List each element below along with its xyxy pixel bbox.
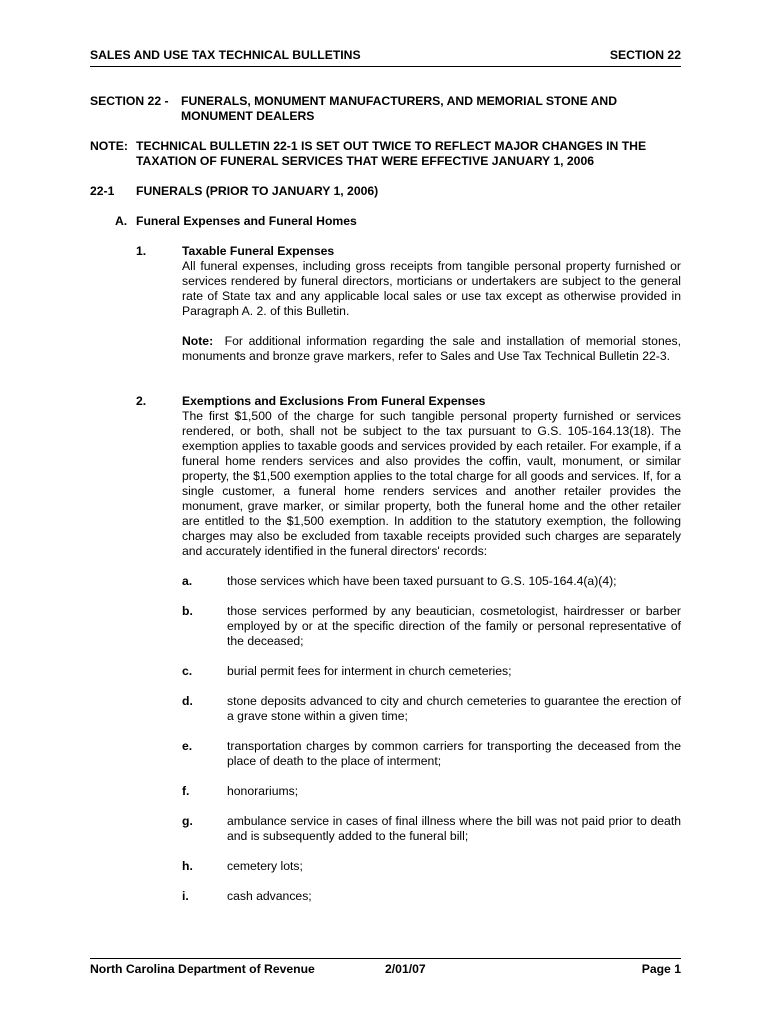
footer-department: North Carolina Department of Revenue [90, 962, 315, 976]
item-label: e. [182, 739, 193, 753]
page-footer [90, 958, 681, 976]
header-title: SALES AND USE TAX TECHNICAL BULLETINS [90, 48, 361, 62]
subsection-a-title: Funeral Expenses and Funeral Homes [136, 214, 357, 228]
item-text: transportation charges by common carriers for transporting the deceased from the place of death to the place of interment; [227, 739, 681, 768]
para1-note [182, 334, 681, 364]
section-title-line1: FUNERALS, MONUMENT MANUFACTURERS, AND MEMORIAL STONE AND [181, 94, 618, 108]
item-text: stone deposits advanced to city and church cemeteries to guarantee the erection of a grave stone within a given time; [227, 694, 681, 723]
item-label: d. [182, 694, 193, 708]
item-text: those services which have been taxed pursuant to G.S. 105-164.4(a)(4); [227, 574, 617, 588]
section-title-line2: MONUMENT DEALERS [181, 109, 315, 123]
para2-number: 2. [136, 394, 147, 408]
para1-note-label: Note: [182, 334, 214, 348]
bulletin-number: 22-1 [90, 184, 115, 198]
section-label: SECTION 22 - [90, 94, 169, 108]
para2-title: Exemptions and Exclusions From Funeral Expenses [182, 394, 486, 408]
item-label: a. [182, 574, 193, 588]
item-text: ambulance service in cases of final illness where the bill was not paid prior to death and is subsequently added to the funeral bill; [227, 814, 681, 843]
item-label: i. [182, 889, 189, 903]
para1-body: All funeral expenses, including gross receipts from tangible personal property furnished or services rendered by funeral directors, morticians or undertakers are subject to the general rate of State tax and any applicable local sales or use tax except as otherwise provided in Paragraph A. 2. of this Bulletin. [182, 259, 681, 318]
item-label: c. [182, 664, 193, 678]
top-note-text: TECHNICAL BULLETIN 22-1 IS SET OUT TWICE TO REFLECT MAJOR CHANGES IN THE TAXATION OF FUNERAL SERVICES THAT WERE EFFECTIVE JANUARY 1, 2006 [136, 139, 647, 168]
footer-page-number: Page 1 [641, 962, 681, 976]
item-text: cash advances; [227, 889, 312, 903]
item-text: honorariums; [227, 784, 299, 798]
para1-note-text: For additional information regarding the sale and installation of memorial stones, monuments and bronze grave markers, refer to Sales and Use Tax Technical Bulletin 22-3. [182, 334, 681, 363]
page-header [90, 48, 681, 67]
para2-body: The first $1,500 of the charge for such tangible personal property furnished or services rendered, or both, shall not be subject to the tax pursuant to G.S. 105-164.13(18). The exemption applies to taxable goods and services provided by each retailer. For example, if a funeral home renders services and also provides the coffin, vault, monument, or similar property, the $1,500 exemption applies to the total charge for all goods and services. If, for a single customer, a funeral home renders services and another retailer provides the monument, grave marker, or similar property, both the funeral home and the other retailer are entitled to the $1,500 exemption. In addition to the statutory exemption, the following charges may also be excluded from taxable receipts provided such charges are separately and accurately identified in the funeral directors' records: [182, 409, 681, 558]
item-text: those services performed by any beautician, cosmetologist, hairdresser or barber employed by or at the specific direction of the family or personal representative of the deceased; [227, 604, 681, 648]
item-text: burial permit fees for interment in church cemeteries; [227, 664, 512, 678]
item-label: g. [182, 814, 193, 828]
header-section: SECTION 22 [609, 48, 681, 62]
item-text: cemetery lots; [227, 859, 303, 873]
bulletin-title: FUNERALS (PRIOR TO JANUARY 1, 2006) [136, 184, 379, 198]
para1-number: 1. [136, 244, 147, 258]
subsection-a-label: A. [115, 214, 128, 228]
top-note-label: NOTE: [90, 139, 128, 153]
item-label: f. [182, 784, 190, 798]
item-label: h. [182, 859, 193, 873]
para1-title: Taxable Funeral Expenses [182, 244, 335, 258]
footer-date: 2/01/07 [385, 962, 426, 976]
section-title [181, 94, 681, 124]
item-label: b. [182, 604, 193, 618]
